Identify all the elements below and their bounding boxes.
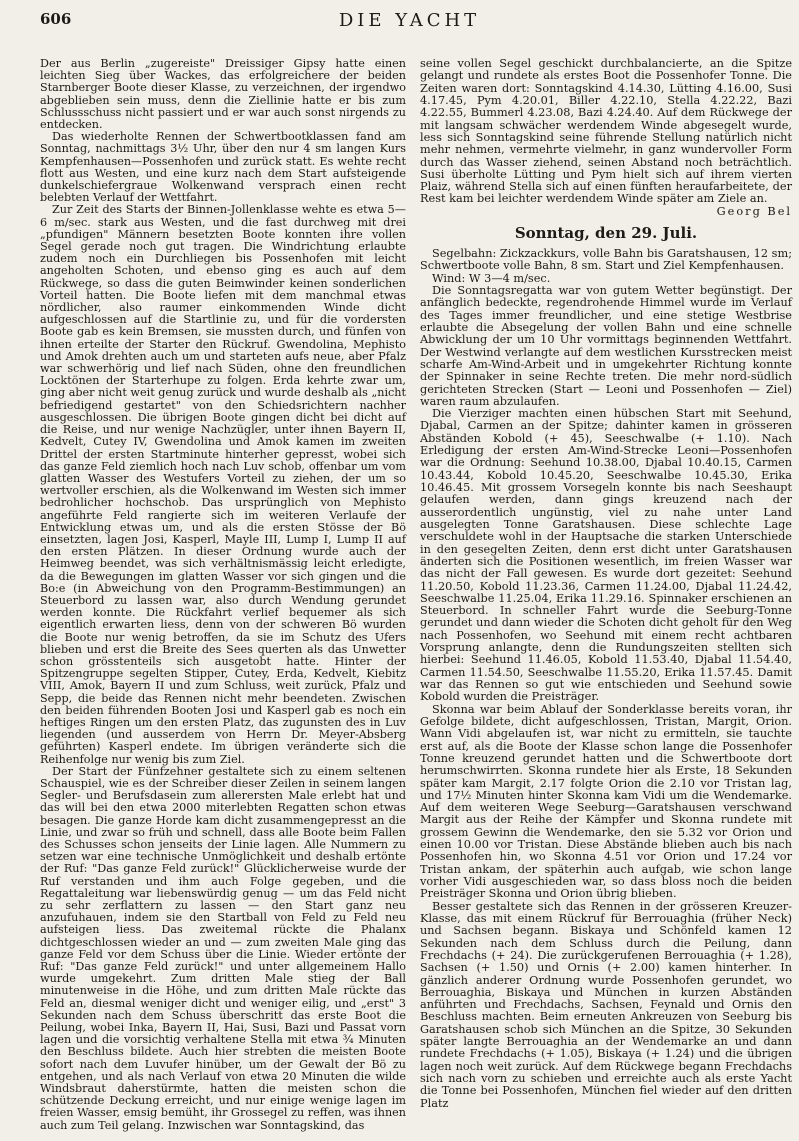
paragraph: Wind: W 3—4 m/sec. <box>432 271 551 285</box>
author-signature: Georg Bel <box>716 204 792 218</box>
paragraph: Skonna war beim Ablauf der Sonderklasse bereits voran, ihr Gefolge bildete, dicht aufgeschlossen, Tristan, Margit, Orion. Wann Vidi abgelaufen ist, war nicht zu ermitteln, sie tauchte erst auf, als die Boote der Klasse schon lange die Possenhofer Tonne kreuzend gerundet hatten und die Schwertboote dort herumschwirrten. Skonna rundete hier als Erste, 18 Sekunden später kam Margit, 2.17 folgte Orion die 2.10 vor Tristan lag, und 17½ Minuten hinter Skonna kam Vidi um die Wendemarke. Auf dem weiteren Wege Seeburg—Garatshausen verschwand Margit aus der Reihe der Kämpfer und Skonna rundete mit grossem Gewinn die Wendemarke, den sie 5.32 vor Orion und einen 10.00 vor Tristan. Diese Abstände blieben auch bis nach Possenhofen hin, wo Skonna 4.51 vor Orion und 17.24 vor Tristan ankam, der späterhin auch aufgab, wie schon lange vorher Vidi ausgeschieden war, so dass bloss noch die beiden Preisträger Skonna und Orion übrig blieben. <box>420 702 792 901</box>
paragraph: Segelbahn: Zickzackkurs, volle Bahn bis Garatshausen, 12 sm; Schwertboote volle Bahn, 8 sm. Start und Ziel Kempfenhausen. <box>420 247 792 273</box>
page-number: 606 <box>40 10 72 28</box>
paragraph: Das wiederholte Rennen der Schwertbootklassen fand am Sonntag, nachmittags 3½ Uhr, über den nur 4 sm langen Kurs Kempfenhausen—Possenhofen und zurück statt. Es wehte recht flott aus Westen, und eine kurz nach dem Start aufsteigende dunkelschiefergraue Wolkenwand versprach einen recht belebten Verlauf der Wettfahrt. <box>40 130 406 205</box>
paragraph: Der Start der Fünfzehner gestaltete sich zu einem seltenen Schauspiel, wie es der Schreiber dieser Zeilen in seinem langen Segler- und Berufsdasein zum allerersten Male erlebt hat und das will bei den etwa 2000 miterlebten Regatten schon etwas besagen. Die ganze Horde kam dicht zusammengepresst an die Linie, und zwar so früh und schnell, dass alle Boote beim Fallen des Schusses schon jenseits der Linie lagen. Alle Nummern zu setzen war eine technische Unmöglichkeit und deshalb ertönte der Ruf: "Das ganze Feld zurück!" Glücklicherweise wurde der Ruf verstanden und ihm auch Folge gegeben, und die Regattaleitung war liebenswürdig genug — um das Feld nicht zu sehr zerflattern zu lassen — den Start ganz neu anzufuhauen, indem sie den Startball von Feld zu Feld neu aufsteigen liess. Das zweitemal rückte die Phalanx dichtgeschlossen wieder an und — zum zweiten Male ging das ganze Feld vor dem Schuss über die Linie. Wieder ertönte der Ruf: "Das ganze Feld zurück!" und unter allgemeinem Hallo wurde umgekehrt. Zum dritten Male stieg der Ball minutenweise in die Höhe, und zum dritten Male rückte das Feld an, diesmal weniger dicht und weniger eilig, und „erst" 3 Sekunden nach dem Schuss überschritt das erste Boot die Peilung, wobei Inka, Bayern II, Hai, Susi, Bazi und Passat vorn lagen und die vorsichtig verhaltene Stella mit etwa ¾ Minuten den Beschluss bildete. Auch hier strebten die meisten Boote sofort nach dem Luvufer hinüber, um der Gewalt der Bö zu entgehen, und als nach Verlauf von etwa 20 Minuten die wilde Windsbraut daherstürmte, hatten die meisten schon die schützende Deckung erreicht, und nur einige wenige lagen im freien Wasser, emsig bemüht, ihr Grossegel zu reffen, was ihnen auch zum Teil gelang. Inzwischen war Sonntagskind, das <box>40 764 406 1132</box>
page-header <box>40 10 779 38</box>
paragraph: Zur Zeit des Starts der Binnen-Jollenklasse wehte es etwa 5—6 m/sec. stark aus Westen, und die fast durchweg mit drei „pfundigen" Männern besetzten Boote konnten ihre vollen Segel gerade noch gut tragen. Die Windrichtung erlaubte zudem noch ein Durchliegen bis Possenhofen mit leicht angeholten Schoten, und ebenso ging es auch auf dem Rückwege, so dass die guten Beimwinder keinen sonderlichen Vorteil hatten. Die Boote liefen mit dem manchmal etwas nördlicher, also raumer einkommenden Winde dicht aufgeschlossen auf die Startlinie zu, und für die vordersten Boote gab es kein Bremsen, sie mussten durch, und fünfen von ihnen erteilte der Starter den Rückruf. Gwendolina, Mephisto und Amok drehten auch um und starteten aufs neue, aber Pfalz war schwerhörig und lief nach Süden, ohne den freundlichen Locktönen der Starterhupe zu folgen. Erda kehrte zwar um, ging aber nicht weit genug zurück und wurde deshalb als „nicht befriedigend gestartet" von den Schiedsrichtern nachher ausgeschlossen. Die übrigen Boote gingen dicht bei dicht auf die Reise, und nur wenige Nachzügler, unter ihnen Bayern II, Kedvelt, Cutey IV, Gwendolina und Amok kamen im zweiten Drittel der ersten Startminute hinterher gepresst, wobei sich das ganze Feld ziemlich hoch nach Luv schob, offenbar um vom glatten Wasser des Westufers Vorteil zu ziehen, der um so wertvoller erschien, als die Wolkenwand im Westen sich immer bedrohlicher hochschob. Das ursprünglich von Mephisto angeführte Feld rangierte sich im weiteren Verlaufe der Entwicklung etwas um, und als die ersten Stösse der Bö einsetzten, lagen Josi, Kasperl, Mayle III, Lump I, Lump II auf den ersten Plätzen. In dieser Ordnung wurde auch der Heimweg beendet, was sich verhältnismässig leicht erledigte, da die Bewegungen im glatten Wasser vor sich gingen und die Bo:e (in Abweichung von den Programm-Bestimmungen) an Steuerbord zu lassen war, also durch Wendung gerundet werden konnte. Die Rückfahrt verlief bequemer als sich eigentlich erwarten liess, denn von der schweren Bö wurden die Boote nur wenig betroffen, da sie im Schutz des Ufers blieben und erst die Breite des Sees querten als das Unwetter schon grösstenteils sich ausgetobt hatte. Hinter der Spitzengruppe segelten Stipper, Cutey, Erda, Kedvelt, Kiebitz VIII, Amok, Bayern II und zum Schluss, weit zurück, Pfalz und Sepp, die beide das Rennen nicht mehr beendeten. Zwischen den beiden führenden Booten Josi und Kasperl gab es noch ein heftiges Ringen um den ersten Platz, das zugunsten des in Luv liegenden (und ausserdem von Herrn Dr. Meyer-Absberg geführten) Kasperl endete. Im übrigen veränderte sich die Reihenfolge nur wenig bis zum Ziel. <box>40 203 406 766</box>
right-column <box>420 58 792 1110</box>
section-heading: Sonntag, den 29. Juli. <box>514 224 698 243</box>
paragraph: Der aus Berlin „zugereiste" Dreissiger Gipsy hatte einen leichten Sieg über Wackes, das erfolgreichere der beiden Starnberger Boote dieser Klasse, zu verzeichnen, der irgendwo abgeblieben sein muss, denn die Ziellinie hatte er bis zum Schlussschuss nicht passiert und er war auch sonst nirgends zu entdecken. <box>40 57 406 132</box>
journal-title: DIE YACHT <box>338 10 481 31</box>
paragraph: Besser gestaltete sich das Rennen in der grösseren Kreuzer-Klasse, das mit einem Rückruf für Berrouaghia (früher Neck) und Sachsen begann. Biskaya und Schönfeld kamen 12 Sekunden nach dem Schluss durch die Peilung, dann Frechdachs (+ 24). Die zurückgerufenen Berrouaghia (+ 1.28), Sachsen (+ 1.50) und Ornis (+ 2.00) kamen hinterher. In gänzlich anderer Ordnung wurde Possenhofen gerundet, wo Berrouaghia, Biskaya und München in kurzen Abständen anführten und Frechdachs, Sachsen, Feynald und Ornis den Beschluss machten. Beim erneuten Ankreuzen von Seeburg bis Garatshausen schob sich München an die Spitze, 30 Sekunden später langte Berrouaghia an der Wendemarke an und dann rundete Frechdachs (+ 1.05), Biskaya (+ 1.24) und die übrigen lagen noch weit zurück. Auf dem Rückwege begann Frechdachs sich nach vorn zu schieben und erreichte auch als erste Yacht die Tonne bei Possenhofen, München fiel wieder auf den dritten Platz <box>420 899 792 1110</box>
paragraph: seine vollen Segel geschickt durchbalancierte, an die Spitze gelangt und rundete als erstes Boot die Possenhofer Tonne. Die Zeiten waren dort: Sonntagskind 4.14.30, Lütting 4.16.00, Susi 4.17.45, Pym 4.20.01, Biller 4.22.10, Stella 4.22.22, Bazi 4.22.55, Bummerl 4.23.08, Bazi 4.24.40. Auf dem Rückwege der mit langsam schwächer werdendem Winde abgesegelt wurde, less sich Sonntagskind seine führende Stellung natürlich nicht mehr nehmen, vermehrte vielmehr, in ganz wundervoller Form durch das Wasser ziehend, seinen Abstand noch beträchtlich. Susi überholte Lütting und Pym hielt sich auf ihrem vierten Plaiz, während Stella sich auf einen fünften heraufarbeitete, der Rest kam bei leichter werdendem Winde später am Ziele an. <box>420 57 792 206</box>
left-column <box>40 58 406 1132</box>
paragraph: Die Vierziger machten einen hübschen Start mit Seehund, Djabal, Carmen an der Spitze; dahinter kamen in grösseren Abständen Kobold (+ 45), Seeschwalbe (+ 1.10). Nach Erledigung der ersten Am-Wind-Strecke Leoni—Possenhofen war die Ordnung: Seehund 10.38.00, Djabal 10.40.15, Carmen 10.43.44, Kobold 10.45.20, Seeschwalbe 10.45.30, Erika 10.46.45. Mit grossem Vorsegeln konnte bis nach Seeshaupt gelaufen werden, dann gings kreuzend nach der ausserordentlich ungünstig, viel zu nahe unter Land ausgelegten Tonne Garatshausen. Diese schlechte Lage verschuldete wohl in der Hauptsache die starken Unterschiede in den gesegelten Zeiten, denn erst dicht unter Garatshausen änderten sich die Positionen wesentlich, im freien Wasser war das nicht der Fall gewesen. Es wurde dort gezeitet: Seehund 11.20.50, Kobold 11.23.36, Carmen 11.24.00, Djabal 11.24.42, Seeschwalbe 11.25.04, Erika 11.29.16. Spinnaker erschienen an Steuerbord. In schneller Fahrt wurde die Seeburg-Tonne gerundet und dann wieder die Schoten dicht geholt für den Weg nach Possenhofen, wo Seehund mit einem recht achtbaren Vorsprung anlangte, denn die Rundungszeiten stellten sich hierbei: Seehund 11.46.05, Kobold 11.53.40, Djabal 11.54.40, Carmen 11.54.50, Seeschwalbe 11.55.20, Erika 11.57.45. Damit war das Rennen so gut wie entschieden und Seehund sowie Kobold wurden die Preisträger. <box>420 407 792 704</box>
paragraph: Die Sonntagsregatta war von gutem Wetter begünstigt. Der anfänglich bedeckte, regendrohende Himmel wurde im Verlauf des Tages immer freundlicher, und eine stetige Westbrise erlaubte die Absegelung der vollen Bahn und eine schnelle Abwicklung der um 10 Uhr vormittags beginnenden Wettfahrt. Der Westwind verlangte auf dem westlichen Kursstrecken meist scharfe Am-Wind-Arbeit und in umgekehrter Richtung konnte der Spinnaker in seine Rechte treten. Die mehr nord-südlich gerichteten Strecken (Start — Leoni und Possenhofen — Ziel) waren raum abzulaufen. <box>420 284 792 408</box>
